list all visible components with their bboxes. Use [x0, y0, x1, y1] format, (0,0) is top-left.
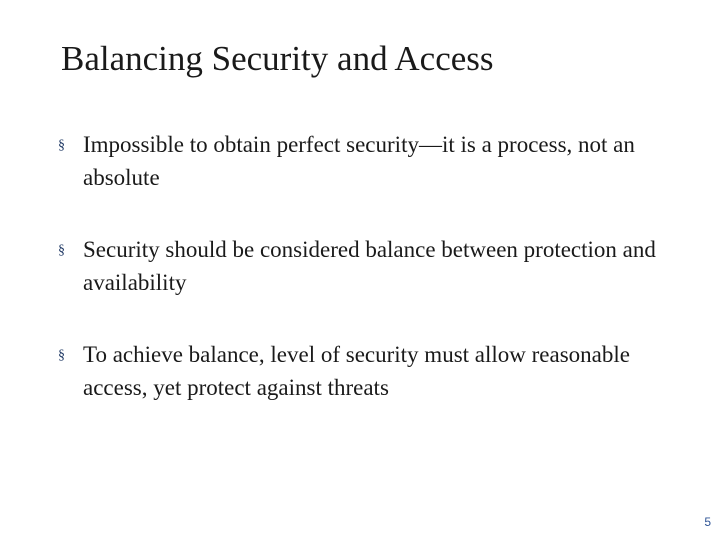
bullet-item — [58, 128, 678, 194]
bullet-item — [58, 338, 678, 404]
bullet-item — [58, 233, 678, 299]
bullet-marker-icon: § — [58, 243, 65, 258]
bullet-marker-icon: § — [58, 348, 65, 363]
bullet-text: Impossible to obtain perfect security—it is a process, not an absolute — [83, 132, 635, 190]
page-number: 5 — [704, 515, 711, 529]
bullet-text: To achieve balance, level of security must allow reasonable access, yet protect against threats — [83, 342, 630, 400]
bullet-text: Security should be considered balance between protection and availability — [83, 237, 656, 295]
slide-title: Balancing Security and Access — [61, 39, 494, 78]
bullet-list — [58, 128, 678, 404]
bullet-marker-icon: § — [58, 138, 65, 153]
